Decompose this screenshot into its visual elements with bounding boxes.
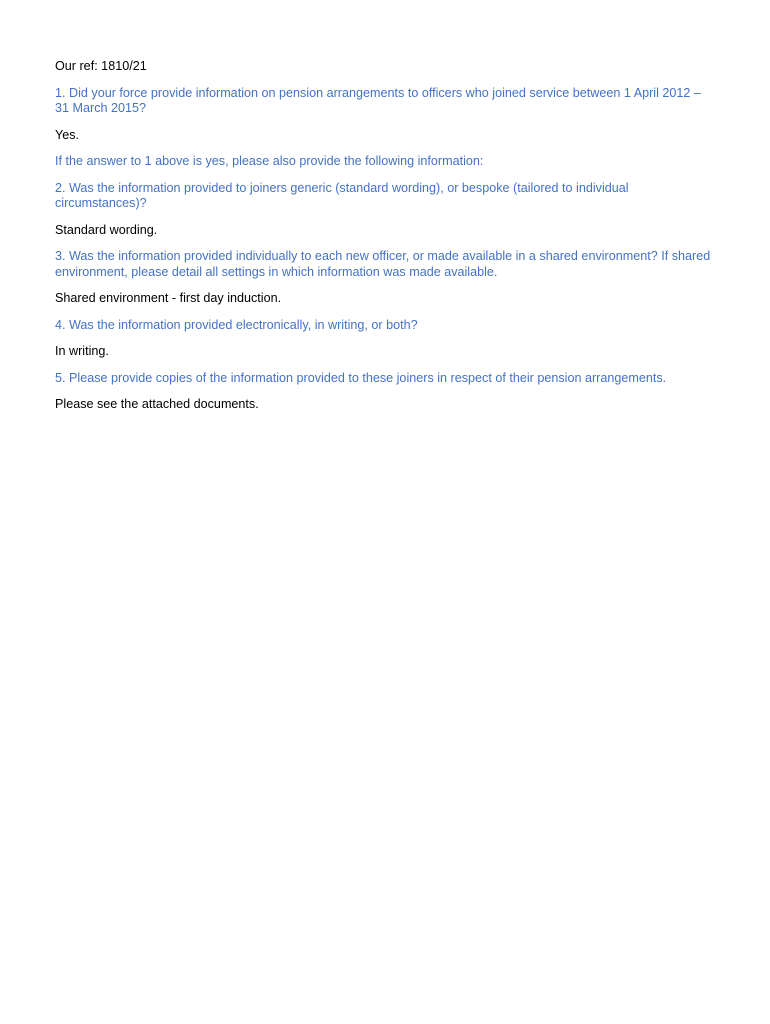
question-4: 4. Was the information provided electronically, in writing, or both? [55,317,418,332]
conditional-instruction: If the answer to 1 above is yes, please also provide the following information: [55,154,484,168]
answer-2: Standard wording. [55,222,158,237]
question-1: 1. Did your force provide information on pension arrangements to officers who joined service between 1 April 2012 – 31 March 2015? [55,85,701,115]
reference-number: Our ref: 1810/21 [55,59,147,73]
answer-1: Yes. [55,127,80,142]
question-3: 3. Was the information provided individually to each new officer, or made available in a shared environment? If shared environment, please detail all settings in which information was made available. [55,249,711,279]
answer-5: Please see the attached documents. [55,397,259,411]
document-body [55,59,715,424]
question-2: 2. Was the information provided to joiners generic (standard wording), or bespoke (tailored to individual circumstances)? [55,180,629,210]
answer-3: Shared environment - first day induction. [55,291,282,305]
answer-4: In writing. [55,344,109,358]
question-5: 5. Please provide copies of the information provided to these joiners in respect of their pension arrangements. [55,370,667,385]
